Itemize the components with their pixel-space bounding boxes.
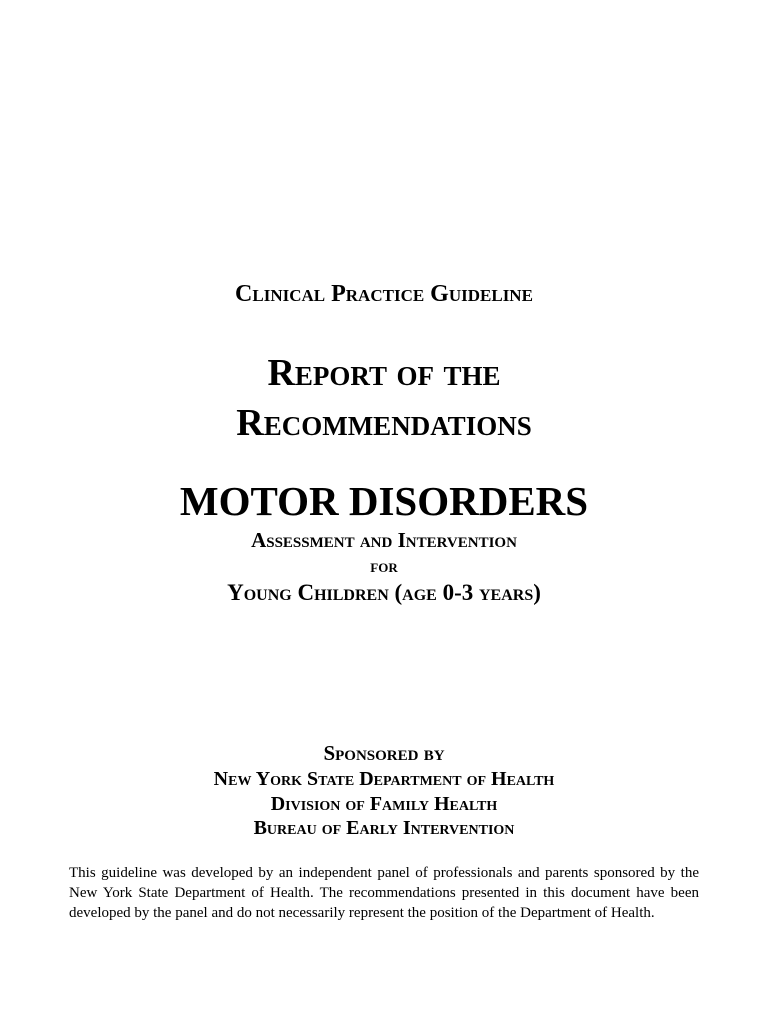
assessment-line: Assessment and Intervention <box>251 528 517 552</box>
sponsor-division: Division of Family Health <box>270 793 498 815</box>
sponsor-bureau: Bureau of Early Intervention <box>253 817 515 839</box>
subtitle: Clinical Practice Guideline <box>235 281 533 307</box>
young-children-line: Young Children (age 0-3 years) <box>227 580 541 605</box>
sponsor-department: New York State Department of Health <box>213 768 555 790</box>
disclaimer-paragraph: This guideline was developed by an independent panel of professionals and parents sponsored by the New York State Department of Health. The recommendations presented in this document have been developed by the panel and do not necessarily represent the position of the Department of Health. <box>69 865 699 921</box>
for-line: for <box>370 556 398 577</box>
report-title-line-1: Report of the <box>267 352 501 394</box>
sponsored-by-heading: Sponsored by <box>323 741 445 765</box>
main-title: MOTOR DISORDERS <box>179 478 589 524</box>
report-title-line-2: Recommendations <box>236 402 532 444</box>
